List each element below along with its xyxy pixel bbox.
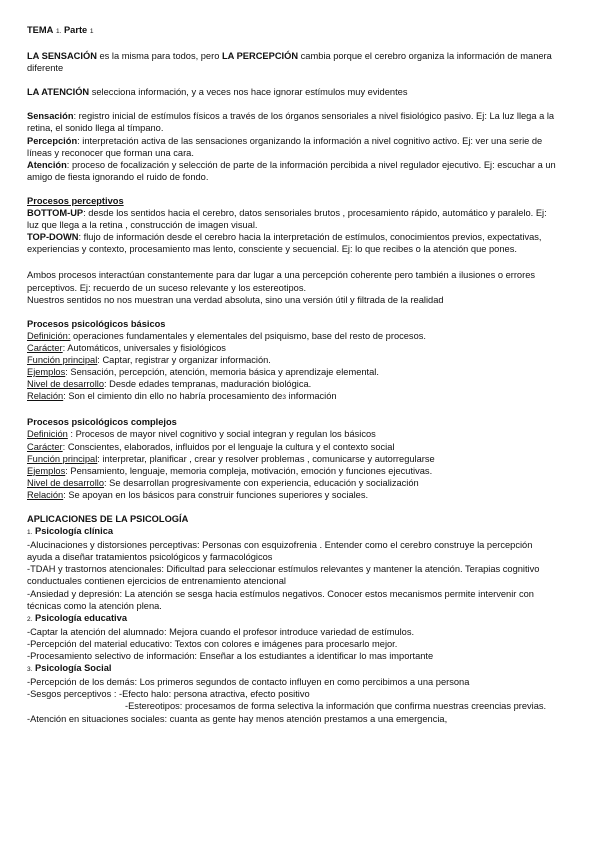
basicos-row-text: : Desde edades tempranas, maduración biológica. [104, 379, 312, 390]
educativa-title: Psicología educativa [35, 612, 127, 623]
basicos-relacion-text: : Son el cimiento din ello no habría procesamiento de [63, 391, 283, 402]
intro-percepcion-term: LA PERCEPCIÓN [221, 51, 299, 62]
procesos-perceptivos-title: Procesos perceptivos [27, 195, 124, 206]
educativa-line: -Procesamiento selectivo de información: Enseñar a los estudiantes a identificar lo mas importante [27, 651, 434, 662]
basicos-row-text: operaciones fundamentales y elementales del psiquismo, base del resto de procesos. [70, 330, 426, 341]
def-percepcion-l1: : interpretación activa de las sensaciones organizando la información a nivel cognitivo activo. Ej: ver una serie de [77, 135, 543, 146]
complejos-row [27, 465, 591, 477]
top-down-term: TOP-DOWN [27, 232, 79, 243]
intro-percepcion-rest: cambia porque el cerebro organiza la información de manera [298, 51, 552, 62]
complejos-row-label: Ejemplos [27, 465, 66, 476]
def-atencion-l1: : proceso de focalización y selección de parte de la información percibida a nivel regulador ejecutivo. Ej: escuchar a un [66, 159, 556, 170]
tema-number: 1. [55, 28, 62, 35]
top-down-l2: experiencias y contexto, procesamiento mas lento, consciente y secuencial. Ej: lo que recibes o la atención que pones. [27, 244, 517, 255]
def-percepcion-l2: líneas y reconocer que forman una cara. [27, 147, 194, 158]
basicos-relacion-small: 3 [282, 394, 286, 402]
social-line: -Sesgos perceptivos : -Efecto halo: persona atractiva, efecto positivo [27, 689, 310, 700]
intro-percepcion-line2: diferente [27, 63, 64, 74]
complejos-row [27, 441, 591, 453]
def-percepcion-term: Percepción [27, 135, 78, 146]
clinica-number: 1. [27, 529, 33, 537]
basicos-row [27, 330, 591, 342]
parte-label: Parte [63, 25, 88, 35]
social-line: -Atención en situaciones sociales: cuanta as gente hay menos atención prestamos a una emergencia, [27, 713, 448, 724]
clinica-line: -Alucinaciones y distorsiones perceptivas: Personas con esquizofrenia . Entender como el cerebro construye la percepción [27, 540, 533, 551]
bottom-up-l2: luz que llega a la retina , construcción de imagen visual. [27, 220, 258, 231]
clinica-line: -Ansiedad y depresión: La atención se sesga hacia estímulos negativos. Conocer estos mecanismos permite intervenir con [27, 588, 534, 599]
def-sensacion-l2: retina, el sonido llega al tímpano. [27, 123, 164, 134]
basicos-row [27, 366, 591, 378]
clinica-title: Psicología clínica [35, 526, 114, 537]
clinica-line: ayuda a diseñar tratamientos psicológicos y farmacológicos [27, 552, 273, 563]
basicos-title: Procesos psicológicos básicos [27, 318, 166, 329]
aplicaciones-title: APLICACIONES DE LA PSICOLOGÍA [27, 514, 189, 524]
intro-sensacion [27, 50, 591, 62]
complejos-row-label: Nivel de desarrollo [27, 477, 104, 488]
basicos-relacion [27, 390, 591, 404]
clinica-line: técnicas como la atención plena. [27, 600, 162, 611]
complejos-row [27, 489, 591, 501]
intro-atencion-term: LA ATENCIÓN [27, 87, 90, 98]
complejos-row [27, 477, 591, 489]
complejos-row [27, 453, 591, 465]
top-down-l1: : flujo de información desde el cerebro hacia la interpretación de estímulos, conocimientos previos, expectativas, [78, 232, 542, 243]
basicos-row-label: Carácter [27, 342, 63, 353]
intro-sensacion-term: LA SENSACIÓN [27, 51, 97, 62]
intro-atencion [27, 86, 591, 98]
complejos-row-text: : Se desarrollan progresivamente con experiencia, educación y socialización [104, 477, 419, 488]
social-heading [27, 662, 591, 676]
def-atencion-term: Atención [27, 159, 67, 170]
clinica-heading [27, 525, 591, 539]
def-atencion-l2: amigo de fiesta ignorando el ruido de fondo. [27, 171, 209, 182]
social-title: Psicología Social [35, 663, 112, 674]
intro-atencion-rest: selecciona información, y a veces nos hace ignorar estímulos muy evidentes [89, 87, 408, 98]
bottom-up-term: BOTTOM-UP [27, 208, 84, 219]
def-percepcion [27, 135, 591, 147]
top-down [27, 231, 591, 243]
doc-header [27, 24, 591, 38]
social-line: -Percepción de los demás: Los primeros segundos de contacto influyen en como percibimos a una persona [27, 677, 470, 688]
educativa-number: 2. [27, 615, 33, 623]
complejos-row-text: : Se apoyan en los básicos para construir funciones superiores y sociales. [63, 489, 369, 500]
clinica-line: -TDAH y trastornos atencionales: Dificultad para seleccionar estímulos relevantes y mantener la atención. Terapias cognitivo [27, 564, 540, 575]
parte-number: 1 [89, 28, 94, 35]
complejos-row-label: Relación [27, 489, 64, 500]
complejos-row-text: : Pensamiento, lenguaje, memoria compleja, motivación, emoción y funciones ejecutivas. [65, 465, 433, 476]
def-sensacion [27, 110, 591, 122]
basicos-row-text: : Automáticos, universales y fisiológicos [62, 342, 226, 353]
bottom-up [27, 207, 591, 219]
complejos-row-text: : Procesos de mayor nivel cognitivo y social integran y regulan los básicos [67, 429, 376, 440]
social-line-indented: -Estereotipos: procesamos de forma selectiva la información que confirma nuestras creencias previas. [125, 701, 547, 712]
basicos-row-label: Ejemplos [27, 367, 66, 378]
educativa-line: -Captar la atención del alumnado: Mejora cuando el profesor introduce variedad de estímulos. [27, 626, 415, 637]
basicos-row-label: Nivel de desarrollo [27, 379, 104, 390]
complejos-row-text: : Conscientes, elaborados, influidos por el lenguaje la cultura y el contexto social [62, 441, 395, 452]
tema-label: TEMA [27, 25, 54, 35]
complejos-row-label: Carácter [27, 441, 63, 452]
ambos-l2: perceptivos. Ej: recuerdo de un suceso relevante y los estereotipos. [27, 282, 307, 293]
basicos-row [27, 342, 591, 354]
bottom-up-l1: : desde los sentidos hacia el cerebro, datos sensoriales brutos , procesamiento rápido, automático y paralelo. Ej: [83, 208, 547, 219]
social-number: 3. [27, 666, 33, 674]
basicos-relacion-end: información [285, 391, 337, 402]
complejos-row-label: Función principal [27, 453, 98, 464]
basicos-row-text: : Sensación, percepción, atención, memoria básica y aprendizaje elemental. [65, 367, 379, 378]
intro-sensacion-mid: es la misma para todos, pero [96, 51, 222, 62]
basicos-row-label: Función principal [27, 354, 98, 365]
complejos-row [27, 428, 591, 440]
clinica-line: conductuales contienen ejercicios de entrenamiento atencional [27, 576, 286, 587]
educativa-line: -Percepción del material educativo: Textos con colores e imágenes para procesarlo mejor. [27, 638, 398, 649]
ambos-l1: Ambos procesos interactúan constantemente para dar lugar a una percepción coherente pero también a ilusiones o errores [27, 270, 536, 281]
basicos-row-label: Definición: [27, 330, 71, 341]
complejos-row-label: Definición [27, 429, 68, 440]
complejos-row-text: : interpretar, planificar , crear y resolver problemas , comunicarse y autorregularse [97, 453, 435, 464]
def-sensacion-l1: : registro inicial de estímulos físicos a través de los órganos sensoriales a nivel fisiológico pasivo. Ej: La luz llega a la [73, 111, 555, 122]
basicos-row [27, 354, 591, 366]
complejos-title: Procesos psicológicos complejos [27, 417, 177, 428]
basicos-relacion-label: Relación [27, 391, 64, 402]
educativa-heading [27, 612, 591, 626]
nuestros-sentidos: Nuestros sentidos no nos muestran una verdad absoluta, sino una versión útil y filtrada de la realidad [27, 294, 444, 305]
basicos-row-text: : Captar, registrar y organizar información. [97, 354, 271, 365]
basicos-row [27, 378, 591, 390]
def-sensacion-term: Sensación [27, 111, 74, 122]
def-atencion [27, 159, 591, 171]
